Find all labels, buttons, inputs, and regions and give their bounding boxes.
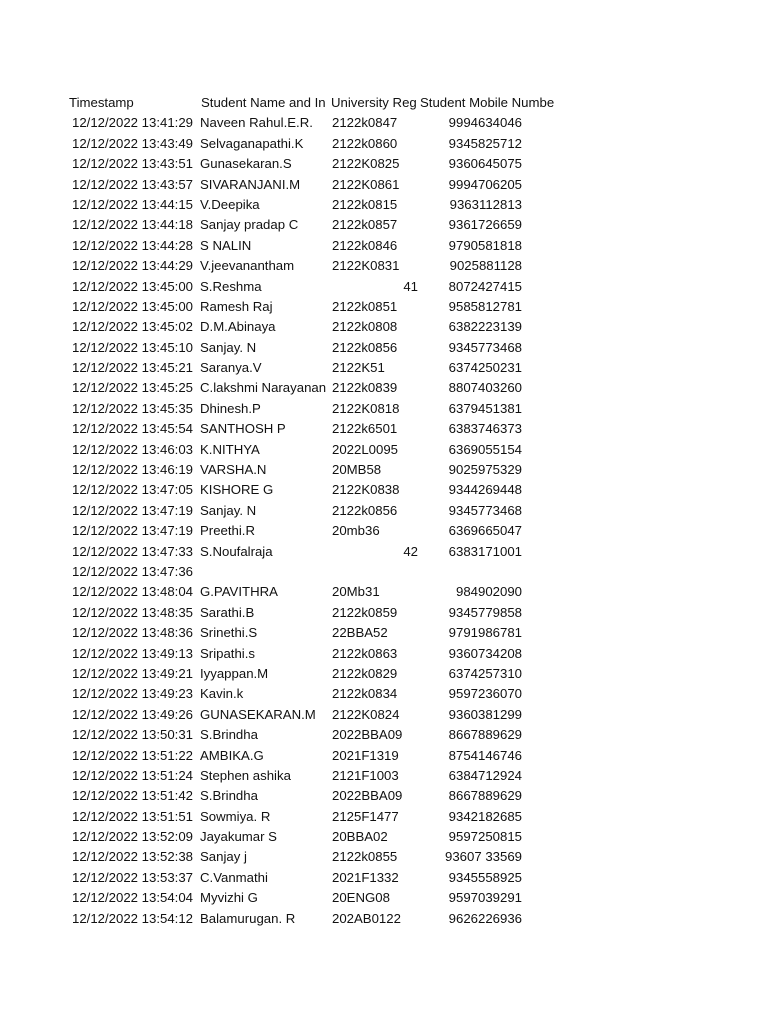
cell-university-reg: 2122k0863 <box>332 645 398 661</box>
cell-university-reg: 2122k0815 <box>332 196 398 212</box>
table-row <box>0 665 768 685</box>
cell-student-name: Saranya.V <box>200 360 262 376</box>
cell-university-reg: 2122k6501 <box>332 421 398 437</box>
cell-student-name: Sripathi.s <box>200 645 255 661</box>
cell-timestamp: 12/12/2022 13:51:42 <box>72 788 193 804</box>
cell-timestamp: 12/12/2022 13:41:29 <box>72 115 193 131</box>
table-row <box>0 420 768 440</box>
table-row <box>0 318 768 338</box>
cell-student-name: D.M.Abinaya <box>200 319 276 335</box>
cell-timestamp: 12/12/2022 13:51:22 <box>72 747 193 763</box>
cell-mobile: 9344269448 <box>448 482 522 498</box>
cell-timestamp: 12/12/2022 13:44:15 <box>72 196 193 212</box>
cell-mobile: 8667889629 <box>448 727 522 743</box>
cell-student-name: Iyyappan.M <box>200 665 269 681</box>
cell-university-reg: 2022BBA09 <box>332 788 403 804</box>
cell-student-name: GUNASEKARAN.M <box>200 706 316 722</box>
cell-university-reg: 2121F1003 <box>332 767 399 783</box>
table-row <box>0 155 768 175</box>
cell-mobile: 8072427415 <box>448 278 522 294</box>
table-row <box>0 461 768 481</box>
cell-student-name: Naveen Rahul.E.R. <box>200 115 313 131</box>
cell-mobile: 6384712924 <box>448 767 522 783</box>
cell-mobile: 6382223139 <box>448 319 522 335</box>
table-row <box>0 176 768 196</box>
cell-student-name: Gunasekaran.S <box>200 156 292 172</box>
cell-timestamp: 12/12/2022 13:44:28 <box>72 237 193 253</box>
cell-mobile: 8754146746 <box>448 747 522 763</box>
cell-university-reg: 2021F1319 <box>332 747 399 763</box>
header-row <box>0 94 768 114</box>
cell-timestamp: 12/12/2022 13:52:38 <box>72 849 193 865</box>
cell-student-name: Sanjay. N <box>200 502 257 518</box>
cell-student-name: V.jeevanantham <box>200 258 295 274</box>
cell-mobile: 6374257310 <box>448 665 522 681</box>
table-row <box>0 828 768 848</box>
cell-student-name: Dhinesh.P <box>200 400 261 416</box>
cell-mobile: 9345779858 <box>448 604 522 620</box>
cell-university-reg: 42 <box>403 543 418 559</box>
cell-timestamp: 12/12/2022 13:45:02 <box>72 319 193 335</box>
cell-mobile: 9585812781 <box>448 298 522 314</box>
cell-student-name: S NALIN <box>200 237 252 253</box>
cell-timestamp: 12/12/2022 13:48:04 <box>72 584 193 600</box>
cell-student-name: Sarathi.B <box>200 604 255 620</box>
cell-mobile: 9597250815 <box>448 829 522 845</box>
cell-student-name: K.NITHYA <box>200 441 260 457</box>
cell-student-name: Stephen ashika <box>200 767 291 783</box>
table-row <box>0 216 768 236</box>
cell-university-reg: 2021F1332 <box>332 869 399 885</box>
cell-university-reg: 2122k0859 <box>332 604 398 620</box>
cell-mobile: 9342182685 <box>448 808 522 824</box>
header-mobile: Student Mobile Numbe <box>420 95 555 110</box>
cell-student-name: VARSHA.N <box>200 462 267 478</box>
cell-mobile: 9994706205 <box>448 176 522 192</box>
cell-mobile: 8667889629 <box>448 788 522 804</box>
cell-student-name: Balamurugan. R <box>200 910 296 926</box>
cell-mobile: 9345773468 <box>448 502 522 518</box>
cell-mobile: 6383171001 <box>448 543 522 559</box>
cell-university-reg: 20mb36 <box>332 523 380 539</box>
cell-mobile: 9994634046 <box>448 115 522 131</box>
cell-university-reg: 2122k0847 <box>332 115 398 131</box>
cell-university-reg: 2022BBA09 <box>332 727 403 743</box>
cell-timestamp: 12/12/2022 13:43:51 <box>72 156 193 172</box>
cell-university-reg: 2122k0860 <box>332 135 398 151</box>
cell-mobile: 9791986781 <box>448 625 522 641</box>
table-row <box>0 889 768 909</box>
table-row <box>0 502 768 522</box>
table-row <box>0 135 768 155</box>
cell-timestamp: 12/12/2022 13:51:51 <box>72 808 193 824</box>
cell-student-name: Sowmiya. R <box>200 808 271 824</box>
cell-university-reg: 22BBA52 <box>332 625 388 641</box>
cell-university-reg: 20Mb31 <box>332 584 380 600</box>
cell-university-reg: 202AB0122 <box>332 910 401 926</box>
cell-university-reg: 2122K0861 <box>332 176 400 192</box>
table-row <box>0 808 768 828</box>
table-row <box>0 583 768 603</box>
table-row <box>0 869 768 889</box>
cell-student-name: KISHORE G <box>200 482 274 498</box>
table-row <box>0 379 768 399</box>
cell-timestamp: 12/12/2022 13:52:09 <box>72 829 193 845</box>
cell-mobile: 9345825712 <box>448 135 522 151</box>
cell-university-reg: 2122k0857 <box>332 217 398 233</box>
cell-university-reg: 2122k0851 <box>332 298 398 314</box>
table-row <box>0 910 768 930</box>
cell-student-name: Srinethi.S <box>200 625 258 641</box>
table-row <box>0 726 768 746</box>
cell-student-name: G.PAVITHRA <box>200 584 278 600</box>
cell-mobile: 6374250231 <box>448 360 522 376</box>
cell-timestamp: 12/12/2022 13:48:35 <box>72 604 193 620</box>
spreadsheet <box>0 94 768 930</box>
table-row <box>0 481 768 501</box>
cell-mobile: 6379451381 <box>448 400 522 416</box>
cell-timestamp: 12/12/2022 13:45:00 <box>72 298 193 314</box>
cell-student-name: Sanjay. N <box>200 339 257 355</box>
cell-university-reg: 2122K0825 <box>332 156 400 172</box>
cell-student-name: Sanjay pradap C <box>200 217 299 233</box>
cell-mobile: 9597039291 <box>448 890 522 906</box>
table-row <box>0 543 768 563</box>
cell-timestamp: 12/12/2022 13:49:13 <box>72 645 193 661</box>
cell-timestamp: 12/12/2022 13:47:33 <box>72 543 193 559</box>
cell-university-reg: 20BBA02 <box>332 829 388 845</box>
table-row <box>0 278 768 298</box>
table-row <box>0 339 768 359</box>
cell-mobile: 9360645075 <box>448 156 522 172</box>
cell-student-name: SANTHOSH P <box>200 421 286 437</box>
cell-mobile: 93607 33569 <box>444 849 522 865</box>
cell-mobile: 9363112813 <box>449 196 522 212</box>
table-row <box>0 298 768 318</box>
header-university-reg: University Reg <box>331 95 417 110</box>
cell-university-reg: 41 <box>403 278 418 294</box>
cell-student-name: S.Noufalraja <box>200 543 273 559</box>
table-row <box>0 604 768 624</box>
cell-mobile: 9360734208 <box>448 645 522 661</box>
cell-student-name: V.Deepika <box>200 196 260 212</box>
cell-timestamp: 12/12/2022 13:49:26 <box>72 706 193 722</box>
cell-university-reg: 2122k0846 <box>332 237 398 253</box>
cell-mobile: 9597236070 <box>448 686 522 702</box>
table-body <box>0 114 768 930</box>
table-row <box>0 767 768 787</box>
header-timestamp: Timestamp <box>69 95 134 110</box>
cell-mobile: 9790581818 <box>448 237 522 253</box>
table-row <box>0 645 768 665</box>
cell-university-reg: 20MB58 <box>332 462 382 478</box>
cell-mobile: 8807403260 <box>448 380 522 396</box>
table-row <box>0 400 768 420</box>
cell-university-reg: 2122K0831 <box>332 258 400 274</box>
cell-mobile: 9345558925 <box>448 869 522 885</box>
cell-university-reg: 2122k0839 <box>332 380 398 396</box>
table-row <box>0 522 768 542</box>
table-row <box>0 787 768 807</box>
cell-mobile: 6369055154 <box>448 441 522 457</box>
cell-student-name: Sanjay j <box>200 849 247 865</box>
cell-timestamp: 12/12/2022 13:46:19 <box>72 462 193 478</box>
table-row <box>0 563 768 583</box>
cell-timestamp: 12/12/2022 13:49:23 <box>72 686 193 702</box>
table-row <box>0 441 768 461</box>
cell-timestamp: 12/12/2022 13:43:49 <box>72 135 193 151</box>
table-row <box>0 237 768 257</box>
cell-mobile: 9361726659 <box>448 217 522 233</box>
cell-student-name: Selvaganapathi.K <box>200 135 304 151</box>
cell-student-name: Kavin.k <box>200 686 244 702</box>
cell-university-reg: 2122k0855 <box>332 849 398 865</box>
cell-student-name: Preethi.R <box>200 523 255 539</box>
cell-timestamp: 12/12/2022 13:54:12 <box>72 910 193 926</box>
cell-timestamp: 12/12/2022 13:45:21 <box>72 360 193 376</box>
table-row <box>0 848 768 868</box>
table-row <box>0 359 768 379</box>
cell-student-name: Jayakumar S <box>200 829 277 845</box>
cell-timestamp: 12/12/2022 13:53:37 <box>72 869 193 885</box>
cell-timestamp: 12/12/2022 13:51:24 <box>72 767 193 783</box>
cell-timestamp: 12/12/2022 13:45:25 <box>72 380 193 396</box>
cell-university-reg: 2125F1477 <box>332 808 399 824</box>
cell-university-reg: 2122K0818 <box>332 400 400 416</box>
cell-timestamp: 12/12/2022 13:47:05 <box>72 482 193 498</box>
table-row <box>0 747 768 767</box>
cell-student-name: AMBIKA.G <box>200 747 264 763</box>
cell-student-name: Myvizhi G <box>200 890 258 906</box>
cell-timestamp: 12/12/2022 13:49:21 <box>72 665 193 681</box>
cell-mobile: 6369665047 <box>448 523 522 539</box>
cell-timestamp: 12/12/2022 13:44:18 <box>72 217 193 233</box>
cell-student-name: SIVARANJANI.M <box>200 176 301 192</box>
cell-timestamp: 12/12/2022 13:47:19 <box>72 523 193 539</box>
cell-student-name: S.Reshma <box>200 278 262 294</box>
header-student-name: Student Name and In <box>201 95 326 110</box>
cell-university-reg: 20ENG08 <box>332 890 390 906</box>
cell-university-reg: 2122k0856 <box>332 339 398 355</box>
cell-university-reg: 2122K0838 <box>332 482 400 498</box>
cell-university-reg: 2022L0095 <box>332 441 399 457</box>
cell-student-name: Ramesh Raj <box>200 298 273 314</box>
cell-mobile: 9025881128 <box>449 258 522 274</box>
table-row <box>0 196 768 216</box>
cell-timestamp: 12/12/2022 13:45:35 <box>72 400 193 416</box>
cell-timestamp: 12/12/2022 13:48:36 <box>72 625 193 641</box>
cell-university-reg: 2122k0808 <box>332 319 398 335</box>
cell-student-name: S.Brindha <box>200 727 258 743</box>
cell-student-name: C.lakshmi Narayanan <box>200 380 327 396</box>
cell-timestamp: 12/12/2022 13:43:57 <box>72 176 193 192</box>
cell-mobile: 9360381299 <box>448 706 522 722</box>
cell-timestamp: 12/12/2022 13:47:19 <box>72 502 193 518</box>
cell-university-reg: 2122K0824 <box>332 706 400 722</box>
cell-timestamp: 12/12/2022 13:46:03 <box>72 441 193 457</box>
cell-timestamp: 12/12/2022 13:44:29 <box>72 258 193 274</box>
cell-student-name: C.Vanmathi <box>200 869 268 885</box>
table-row <box>0 685 768 705</box>
cell-mobile: 9626226936 <box>448 910 522 926</box>
cell-student-name: S.Brindha <box>200 788 258 804</box>
cell-university-reg: 2122k0856 <box>332 502 398 518</box>
table-row <box>0 624 768 644</box>
cell-mobile: 984902090 <box>455 584 522 600</box>
cell-timestamp: 12/12/2022 13:45:10 <box>72 339 193 355</box>
cell-timestamp: 12/12/2022 13:45:54 <box>72 421 193 437</box>
cell-mobile: 9025975329 <box>448 462 522 478</box>
cell-university-reg: 2122k0829 <box>332 665 398 681</box>
cell-timestamp: 12/12/2022 13:50:31 <box>72 727 193 743</box>
cell-timestamp: 12/12/2022 13:47:36 <box>72 563 193 579</box>
table-row <box>0 114 768 134</box>
table-row <box>0 706 768 726</box>
table-row <box>0 257 768 277</box>
cell-university-reg: 2122K51 <box>332 360 385 376</box>
cell-mobile: 9345773468 <box>448 339 522 355</box>
cell-timestamp: 12/12/2022 13:45:00 <box>72 278 193 294</box>
cell-mobile: 6383746373 <box>448 421 522 437</box>
cell-timestamp: 12/12/2022 13:54:04 <box>72 890 193 906</box>
cell-university-reg: 2122k0834 <box>332 686 398 702</box>
